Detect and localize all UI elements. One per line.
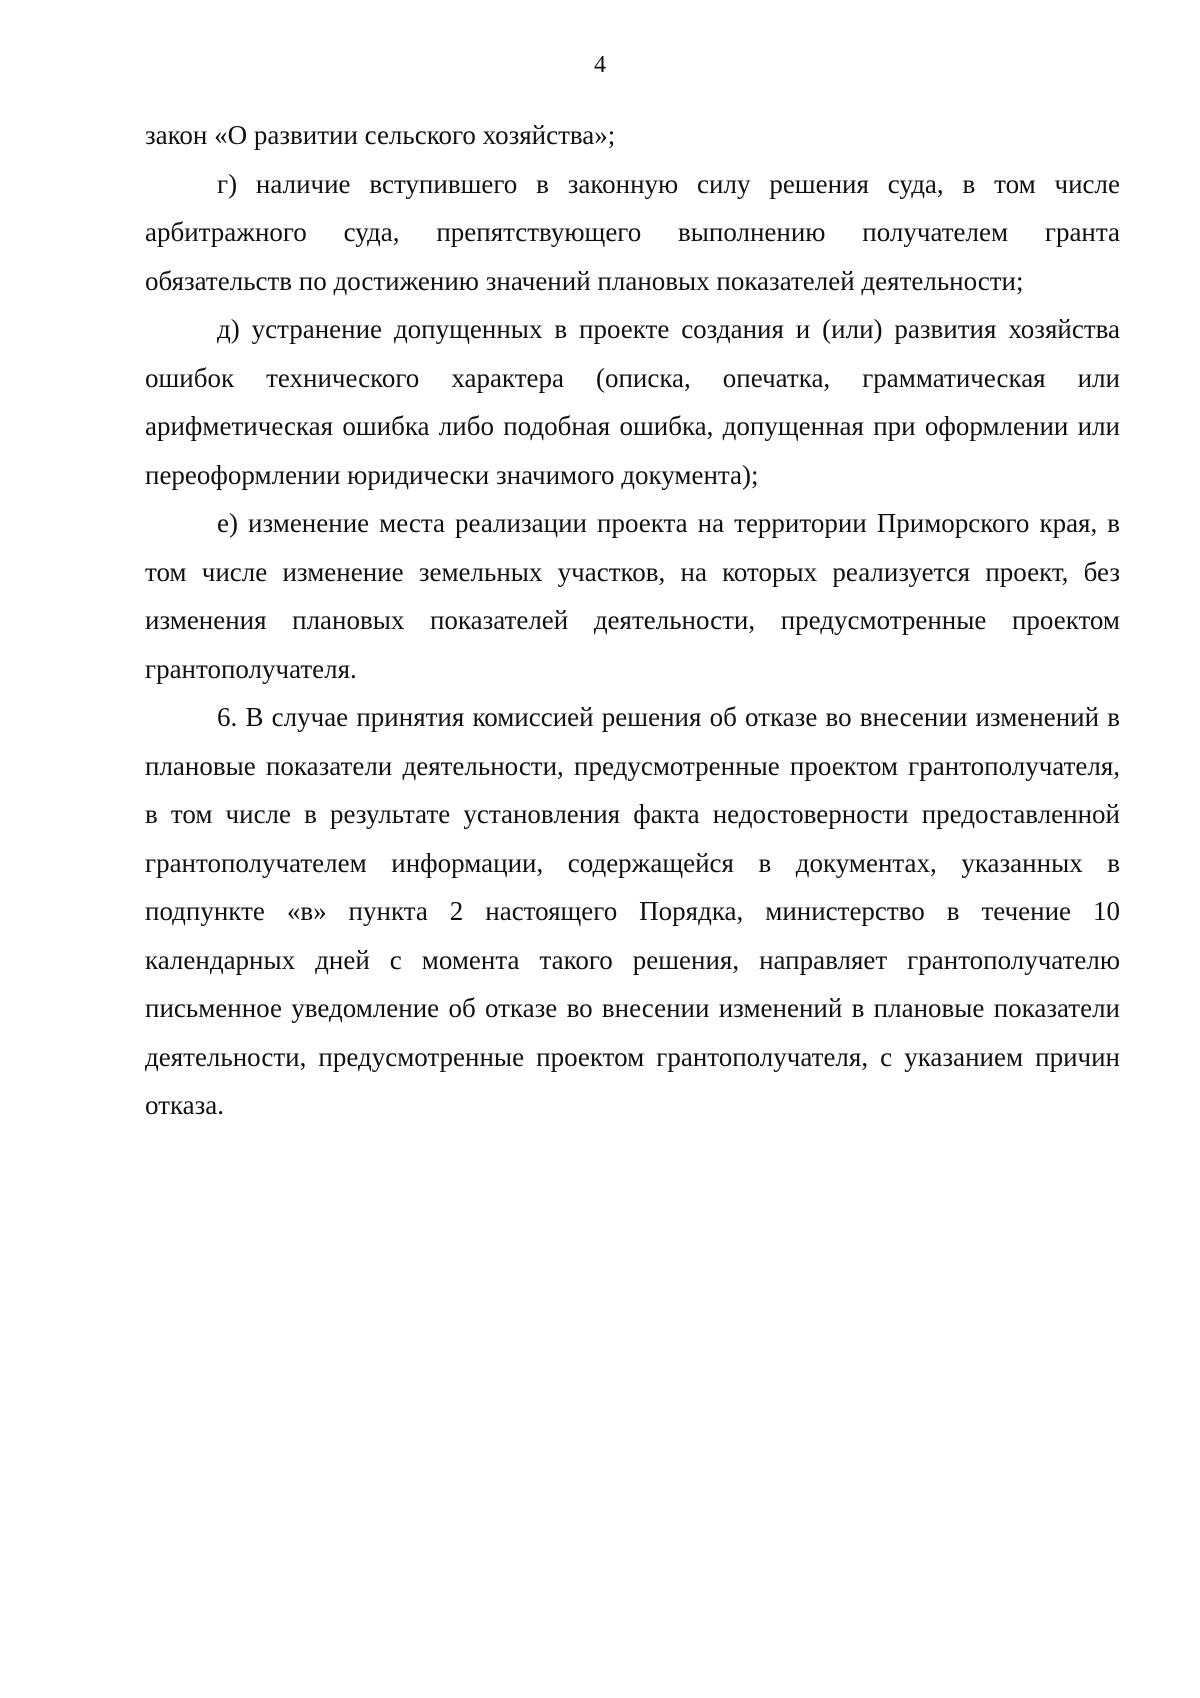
document-body (145, 111, 1120, 1130)
paragraph-item-d: д) устранение допущенных в проекте создания и (или) развития хозяйства ошибок технического характера (описка, опечатка, грамматическая или арифметическая ошибка либо подобная ошибка, допущенная при оформлении или переоформлении юридически значимого документа); (145, 314, 1120, 490)
paragraph-item-g: г) наличие вступившего в законную силу решения суда, в том числе арбитражного суда, препятствующего выполнению получателем гранта обязательств по достижению значений плановых показателей деятельности; (145, 168, 1120, 296)
page-number: 4 (594, 52, 606, 78)
paragraph-law-continuation: закон «О развитии сельского хозяйства»; (145, 120, 616, 150)
paragraph-section-6: 6. В случае принятия комиссией решения об отказе во внесении изменений в плановые показатели деятельности, предусмотренные проектом грантополучателя, в том числе в результате установления факта недостоверности предоставленной грантополучателем информации, содержащейся в документах, указанных в подпункте «в» пункта 2 настоящего Порядка, министерство в течение 10 календарных дней с момента такого решения, направляет грантополучателю письменное уведомление об отказе во внесении изменений в плановые показатели деятельности, предусмотренные проектом грантополучателя, с указанием причин отказа. (145, 702, 1120, 1120)
paragraph-item-e: е) изменение места реализации проекта на территории Приморского края, в том числе изменение земельных участков, на которых реализуется проект, без изменения плановых показателей деятельности, предусмотренные проектом грантополучателя. (145, 508, 1120, 684)
